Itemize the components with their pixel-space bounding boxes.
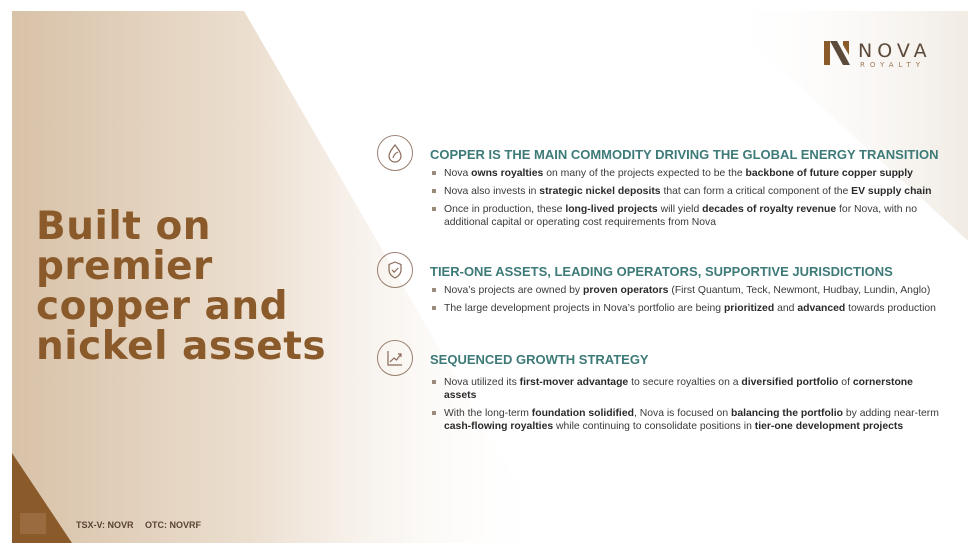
- emphasis-text: cornerstone assets: [444, 377, 913, 401]
- logo-wordmark: NOVA: [858, 40, 932, 62]
- emphasis-text: tier-one development projects: [754, 421, 904, 432]
- growth-chart-icon: [377, 340, 413, 376]
- emphasis-text: backbone of future copper supply: [745, 168, 913, 179]
- emphasis-text: first-mover advantage: [519, 377, 629, 388]
- bullet-item: Nova owns royalties on many of the projects expected to be the backbone of future copper supply: [430, 167, 942, 180]
- ticker-symbols: [76, 520, 210, 530]
- emphasis-text: decades of royalty revenue: [702, 204, 837, 215]
- section-bullets: [430, 284, 942, 320]
- emphasis-text: EV supply chain: [851, 186, 932, 197]
- shield-check-icon: [377, 252, 413, 288]
- bullet-item: Nova’s projects are owned by proven operators (First Quantum, Teck, Newmont, Hudbay, Lundin, Anglo): [430, 284, 942, 297]
- bullet-item: Once in production, these long-lived projects will yield decades of royalty revenue for Nova, with no additional capital or operating cost requirements from Nova: [430, 203, 942, 229]
- corner-square: [20, 513, 46, 534]
- emphasis-text: proven operators: [583, 285, 669, 296]
- bullet-item: The large development projects in Nova’s portfolio are being prioritized and advanced towards production: [430, 302, 942, 315]
- emphasis-text: owns royalties: [471, 168, 544, 179]
- emphasis-text: foundation solidified: [531, 408, 634, 419]
- section-title: TIER-ONE ASSETS, LEADING OPERATORS, SUPPORTIVE JURISDICTIONS: [430, 264, 893, 279]
- section-title: COPPER IS THE MAIN COMMODITY DRIVING THE GLOBAL ENERGY TRANSITION: [430, 147, 939, 162]
- emphasis-text: prioritized: [723, 303, 775, 314]
- logo-subtitle: ROYALTY: [860, 61, 925, 69]
- bullet-item: With the long-term foundation solidified, Nova is focused on balancing the portfolio by adding near-term cash-flowing royalties while continuing to consolidate positions in tier-one development projects: [430, 407, 942, 433]
- emphasis-text: strategic nickel deposits: [539, 186, 661, 197]
- section-bullets: [430, 376, 942, 438]
- slide-headline: Built on premier copper and nickel assets: [36, 204, 327, 369]
- bullet-item: Nova utilized its first-mover advantage to secure royalties on a diversified portfolio of cornerstone assets: [430, 376, 942, 402]
- nova-logo-mark-icon: [824, 41, 850, 65]
- otc-ticker: OTC: NOVRF: [145, 520, 202, 530]
- emphasis-text: cash-flowing royalties: [444, 421, 554, 432]
- emphasis-text: long-lived projects: [565, 204, 658, 215]
- emphasis-text: balancing the portfolio: [731, 408, 843, 419]
- tsxv-ticker: TSX-V: NOVR: [76, 520, 134, 530]
- leaf-drop-icon: [377, 135, 413, 171]
- slide: [12, 11, 968, 543]
- emphasis-text: advanced: [797, 303, 846, 314]
- emphasis-text: diversified portfolio: [741, 377, 839, 388]
- section-bullets: [430, 167, 942, 234]
- section-title: SEQUENCED GROWTH STRATEGY: [430, 352, 649, 367]
- bullet-item: Nova also invests in strategic nickel deposits that can form a critical component of the EV supply chain: [430, 185, 942, 198]
